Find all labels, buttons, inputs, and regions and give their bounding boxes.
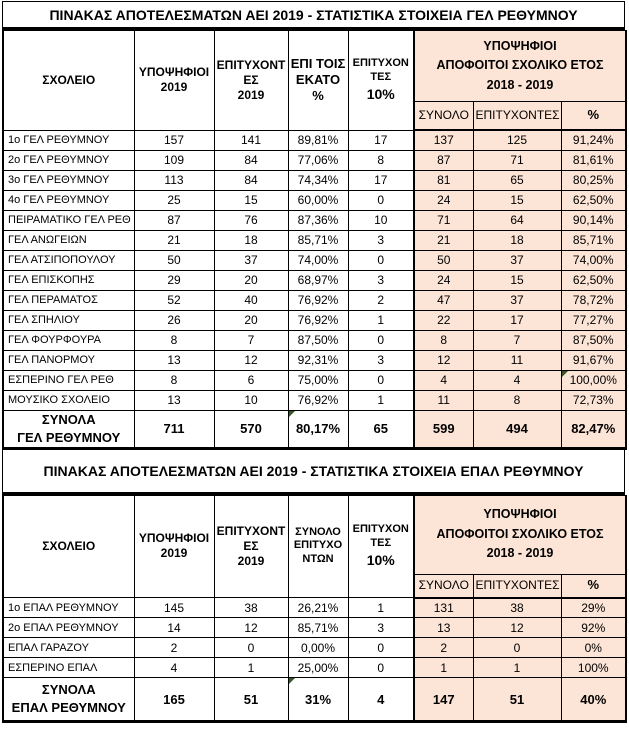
percent-cell[interactable]: 75,00% — [288, 370, 348, 390]
successful-10-header[interactable] — [348, 495, 414, 598]
successful-10-header[interactable] — [348, 31, 414, 131]
table-row — [3, 250, 626, 270]
table-row — [3, 390, 626, 410]
totals-candidates-cell[interactable]: 711 — [134, 410, 214, 448]
percent-cell[interactable]: 85,71% — [288, 230, 348, 250]
graduates-group-header[interactable] — [414, 495, 626, 574]
successful-header-line1: ΕΠΙΤΥΧΟΝΤΕΣ — [216, 523, 286, 553]
epal-totals-row — [3, 678, 626, 722]
grad-successful-cell[interactable]: 0 — [473, 638, 561, 658]
spreadsheet — [2, 1, 625, 723]
table-row — [3, 190, 626, 210]
totals-label-line1: ΣΥΝΟΛΑ — [41, 682, 96, 698]
error-indicator-triangle — [289, 411, 295, 417]
successful-10-cell[interactable]: 1 — [348, 390, 414, 410]
percent-cell[interactable]: 74,34% — [288, 170, 348, 190]
successful-10-cell[interactable]: 3 — [348, 230, 414, 250]
successful-header[interactable] — [214, 31, 288, 131]
totals-percent-cell[interactable]: 80,17% — [288, 410, 348, 448]
table-row — [3, 598, 626, 618]
totals-label-cell[interactable] — [3, 678, 134, 722]
percent-header[interactable]: ΕΠΙ ΤΟΙΣ ΕΚΑΤΟ % — [288, 31, 348, 131]
grad-total-cell[interactable]: 2 — [414, 638, 473, 658]
school-cell[interactable]: ΠΕΙΡΑΜΑΤΙΚΟ ΓΕΛ ΡΕΘ — [3, 210, 134, 230]
candidates-cell[interactable]: 13 — [134, 350, 214, 370]
school-cell[interactable]: 1ο ΓΕΛ ΡΕΘΥΜΝΟΥ — [3, 130, 134, 150]
successful-10-cell[interactable]: 3 — [348, 350, 414, 370]
table-row — [3, 350, 626, 370]
candidates-cell[interactable]: 145 — [134, 598, 214, 618]
table-row — [3, 170, 626, 190]
candidates-header-line2: 2019 — [160, 80, 188, 95]
grad-percent-cell[interactable]: 72,73% — [561, 390, 626, 410]
totals-grad-total-cell[interactable]: 147 — [414, 678, 473, 722]
totals-percent-cell[interactable]: 31% — [288, 678, 348, 722]
percent-cell[interactable]: 68,97% — [288, 270, 348, 290]
candidates-cell[interactable]: 109 — [134, 150, 214, 170]
candidates-cell[interactable]: 113 — [134, 170, 214, 190]
graduates-group-line1: ΥΠΟΨΗΦΙΟΙ — [483, 507, 557, 522]
grad-total-cell[interactable]: 71 — [414, 210, 473, 230]
successful-cell[interactable]: 37 — [214, 250, 288, 270]
grad-total-cell[interactable]: 24 — [414, 270, 473, 290]
school-cell[interactable]: ΓΕΛ ΕΠΙΣΚΟΠΗΣ — [3, 270, 134, 290]
grad-successful-cell[interactable]: 7 — [473, 330, 561, 350]
graduates-group-header[interactable] — [414, 31, 626, 102]
school-cell[interactable]: ΕΠΑΛ ΓΑΡΑΖΟΥ — [3, 638, 134, 658]
grad-total-cell[interactable]: 11 — [414, 390, 473, 410]
grad-successful-cell[interactable]: 64 — [473, 210, 561, 230]
total-successful-header[interactable]: ΣΥΝΟΛΟ ΕΠΙΤΥΧΟΝΤΩΝ — [288, 495, 348, 598]
error-indicator-triangle — [289, 678, 295, 684]
successful-10-header-value: 10% — [366, 552, 395, 569]
successful-cell[interactable]: 84 — [214, 150, 288, 170]
school-cell[interactable]: ΓΕΛ ΑΤΣΙΠΟΠΟΥΛΟΥ — [3, 250, 134, 270]
graduates-group-line1: ΥΠΟΨΗΦΙΟΙ — [483, 38, 557, 53]
table-row — [3, 290, 626, 310]
totals-label-line2: ΕΠΑΛ ΡΕΘΥΜΝΟΥ — [11, 700, 126, 715]
successful-header[interactable] — [214, 495, 288, 598]
successful-cell[interactable]: 10 — [214, 390, 288, 410]
grad-successful-cell[interactable]: 38 — [473, 598, 561, 618]
successful-10-cell[interactable]: 17 — [348, 170, 414, 190]
grad-successful-cell[interactable]: 125 — [473, 130, 561, 150]
school-cell[interactable]: 4ο ΓΕΛ ΡΕΘΥΜΝΟΥ — [3, 190, 134, 210]
successful-10-cell[interactable]: 1 — [348, 598, 414, 618]
grad-successful-cell[interactable]: 37 — [473, 250, 561, 270]
successful-10-header-value: 10% — [366, 86, 395, 103]
successful-10-cell[interactable]: 1 — [348, 310, 414, 330]
grad-percent-cell[interactable]: 87,50% — [561, 330, 626, 350]
successful-cell[interactable]: 15 — [214, 190, 288, 210]
table-row — [3, 330, 626, 350]
percent-cell[interactable]: 85,71% — [288, 618, 348, 638]
grad-percent-cell[interactable]: 77,27% — [561, 310, 626, 330]
grad-percent-cell[interactable]: 92% — [561, 618, 626, 638]
school-cell[interactable]: ΜΟΥΣΙΚΟ ΣΧΟΛΕΙΟ — [3, 390, 134, 410]
totals-successful-cell[interactable]: 570 — [214, 410, 288, 448]
grad-percent-cell[interactable]: 91,24% — [561, 130, 626, 150]
error-indicator-triangle — [562, 371, 568, 377]
school-cell[interactable]: 2ο ΕΠΑΛ ΡΕΘΥΜΝΟΥ — [3, 618, 134, 638]
totals-grad-total-cell[interactable]: 599 — [414, 410, 473, 448]
totals-successful-10-cell[interactable]: 4 — [348, 678, 414, 722]
grad-total-subheader[interactable]: ΣΥΝΟΛΟ — [414, 574, 473, 598]
grad-successful-cell[interactable]: 1 — [473, 658, 561, 678]
grad-total-cell[interactable]: 24 — [414, 190, 473, 210]
successful-cell[interactable]: 12 — [214, 350, 288, 370]
percent-cell[interactable]: 76,92% — [288, 290, 348, 310]
successful-10-header-label: ΕΠΙΤΥΧΟΝΤΕΣ — [352, 56, 409, 83]
candidates-cell[interactable]: 14 — [134, 618, 214, 638]
totals-label-line1: ΣΥΝΟΛΑ — [41, 411, 96, 427]
grad-percent-cell[interactable]: 100% — [561, 658, 626, 678]
grad-percent-cell[interactable]: 74,00% — [561, 250, 626, 270]
grad-successful-cell[interactable]: 15 — [473, 270, 561, 290]
grad-percent-cell[interactable]: 62,50% — [561, 270, 626, 290]
candidates-cell[interactable]: 50 — [134, 250, 214, 270]
grad-total-cell[interactable]: 4 — [414, 370, 473, 390]
candidates-cell[interactable]: 13 — [134, 390, 214, 410]
grad-successful-subheader[interactable]: ΕΠΙΤΥΧΟΝΤΕΣ — [473, 574, 561, 598]
school-cell[interactable]: ΓΕΛ ΠΕΡΑΜΑΤΟΣ — [3, 290, 134, 310]
graduates-group-line3: 2018 - 2019 — [486, 77, 554, 92]
gel-table-title[interactable]: ΠΙΝΑΚΑΣ ΑΠΟΤΕΛΕΣΜΑΤΩΝ ΑΕΙ 2019 - ΣΤΑΤΙΣΤΙΚΑ ΣΤΟΙΧΕΙΑ ΓΕΛ ΡΕΘΥΜΝΟΥ — [2, 1, 625, 30]
successful-10-cell[interactable]: 0 — [348, 190, 414, 210]
grad-percent-cell[interactable]: 78,72% — [561, 290, 626, 310]
grad-successful-cell[interactable]: 71 — [473, 150, 561, 170]
grad-total-cell[interactable]: 12 — [414, 350, 473, 370]
epal-table-body — [3, 598, 626, 678]
totals-grad-percent-cell[interactable]: 82,47% — [561, 410, 626, 448]
successful-cell[interactable]: 6 — [214, 370, 288, 390]
grad-percent-cell[interactable]: 81,61% — [561, 150, 626, 170]
school-cell[interactable]: ΕΣΠΕΡΙΝΟ ΓΕΛ ΡΕΘ — [3, 370, 134, 390]
grad-total-cell[interactable]: 137 — [414, 130, 473, 150]
successful-10-header-label: ΕΠΙΤΥΧΟΝΤΕΣ — [352, 522, 409, 549]
totals-candidates-cell[interactable]: 165 — [134, 678, 214, 722]
successful-cell[interactable]: 12 — [214, 618, 288, 638]
school-header[interactable]: ΣΧΟΛΕΙΟ — [3, 495, 134, 598]
candidates-cell[interactable]: 87 — [134, 210, 214, 230]
grad-percent-cell[interactable]: 85,71% — [561, 230, 626, 250]
totals-label-cell[interactable] — [3, 410, 134, 448]
totals-label-line2: ΓΕΛ ΡΕΘΥΜΝΟΥ — [17, 429, 121, 445]
table-row — [3, 618, 626, 638]
grad-percent-cell[interactable]: 62,50% — [561, 190, 626, 210]
school-cell[interactable]: ΓΕΛ ΣΠΗΛΙΟΥ — [3, 310, 134, 330]
percent-cell[interactable]: 92,31% — [288, 350, 348, 370]
table-row — [3, 638, 626, 658]
percent-cell[interactable]: 87,50% — [288, 330, 348, 350]
candidates-cell[interactable]: 25 — [134, 190, 214, 210]
epal-table-title[interactable]: ΠΙΝΑΚΑΣ ΑΠΟΤΕΛΕΣΜΑΤΩΝ ΑΕΙ 2019 - ΣΤΑΤΙΣΤΙΚΑ ΣΤΟΙΧΕΙΑ ΕΠΑΛ ΡΕΘΥΜΝΟΥ — [2, 450, 625, 495]
grad-total-cell[interactable]: 131 — [414, 598, 473, 618]
gel-totals-row — [3, 410, 626, 448]
successful-cell[interactable]: 0 — [214, 638, 288, 658]
successful-10-cell[interactable]: 0 — [348, 658, 414, 678]
candidates-header-line1: ΥΠΟΨΗΦΙΟΙ — [138, 531, 210, 546]
candidates-cell[interactable]: 4 — [134, 658, 214, 678]
percent-cell[interactable]: 77,06% — [288, 150, 348, 170]
percent-cell[interactable]: 26,21% — [288, 598, 348, 618]
gel-table-header — [3, 31, 626, 131]
epal-results-table — [2, 495, 627, 724]
school-cell[interactable]: ΓΕΛ ΦΟΥΡΦΟΥΡΑ — [3, 330, 134, 350]
grad-percent-subheader[interactable]: % — [561, 574, 626, 598]
grad-total-cell[interactable]: 13 — [414, 618, 473, 638]
successful-10-cell[interactable]: 0 — [348, 250, 414, 270]
grad-successful-cell[interactable]: 15 — [473, 190, 561, 210]
grad-percent-cell[interactable]: 90,14% — [561, 210, 626, 230]
percent-cell[interactable]: 76,92% — [288, 390, 348, 410]
successful-cell[interactable]: 76 — [214, 210, 288, 230]
table-row — [3, 130, 626, 150]
school-cell[interactable]: 3ο ΓΕΛ ΡΕΘΥΜΝΟΥ — [3, 170, 134, 190]
successful-10-cell[interactable]: 3 — [348, 618, 414, 638]
successful-cell[interactable]: 18 — [214, 230, 288, 250]
percent-cell[interactable]: 76,92% — [288, 310, 348, 330]
candidates-header-line1: ΥΠΟΨΗΦΙΟΙ — [138, 65, 210, 80]
grad-total-cell[interactable]: 50 — [414, 250, 473, 270]
grad-successful-subheader[interactable]: ΕΠΙΤΥΧΟΝΤΕΣ — [473, 102, 561, 131]
graduates-group-line2: ΑΠΟΦΟΙΤΟΙ ΣΧΟΛΙΚΟ ΕΤΟΣ — [436, 526, 604, 541]
candidates-cell[interactable]: 26 — [134, 310, 214, 330]
table-row — [3, 210, 626, 230]
grad-successful-cell[interactable]: 11 — [473, 350, 561, 370]
school-header[interactable]: ΣΧΟΛΕΙΟ — [3, 31, 134, 131]
school-cell[interactable]: 2ο ΓΕΛ ΡΕΘΥΜΝΟΥ — [3, 150, 134, 170]
percent-cell[interactable]: 0,00% — [288, 638, 348, 658]
candidates-cell[interactable]: 8 — [134, 330, 214, 350]
epal-table-header — [3, 495, 626, 598]
table-row — [3, 658, 626, 678]
successful-10-cell[interactable]: 17 — [348, 130, 414, 150]
candidates-header[interactable] — [134, 31, 214, 131]
totals-grad-successful-cell[interactable]: 51 — [473, 678, 561, 722]
grad-percent-cell[interactable]: 80,25% — [561, 170, 626, 190]
successful-cell[interactable]: 38 — [214, 598, 288, 618]
successful-cell[interactable]: 7 — [214, 330, 288, 350]
grad-total-subheader[interactable]: ΣΥΝΟΛΟ — [414, 102, 473, 131]
successful-cell[interactable]: 40 — [214, 290, 288, 310]
grad-successful-cell[interactable]: 12 — [473, 618, 561, 638]
candidates-cell[interactable]: 52 — [134, 290, 214, 310]
successful-header-line2: 2019 — [237, 553, 265, 568]
grad-successful-cell[interactable]: 8 — [473, 390, 561, 410]
grad-percent-cell[interactable]: 91,67% — [561, 350, 626, 370]
successful-10-cell[interactable]: 0 — [348, 638, 414, 658]
table-row — [3, 150, 626, 170]
graduates-group-line3: 2018 - 2019 — [486, 546, 554, 561]
grad-total-cell[interactable]: 81 — [414, 170, 473, 190]
successful-cell[interactable]: 141 — [214, 130, 288, 150]
grad-successful-cell[interactable]: 18 — [473, 230, 561, 250]
percent-cell[interactable]: 87,36% — [288, 210, 348, 230]
graduates-group-line2: ΑΠΟΦΟΙΤΟΙ ΣΧΟΛΙΚΟ ΕΤΟΣ — [436, 58, 604, 73]
totals-successful-10-cell[interactable]: 65 — [348, 410, 414, 448]
candidates-cell[interactable]: 2 — [134, 638, 214, 658]
successful-10-cell[interactable]: 0 — [348, 370, 414, 390]
candidates-cell[interactable]: 29 — [134, 270, 214, 290]
grad-total-cell[interactable]: 1 — [414, 658, 473, 678]
candidates-cell[interactable]: 8 — [134, 370, 214, 390]
grad-total-cell[interactable]: 22 — [414, 310, 473, 330]
table-row — [3, 370, 626, 390]
successful-header-line1: ΕΠΙΤΥΧΟΝΤΕΣ — [216, 57, 286, 87]
candidates-cell[interactable]: 157 — [134, 130, 214, 150]
grad-successful-cell[interactable]: 37 — [473, 290, 561, 310]
grad-total-cell[interactable]: 21 — [414, 230, 473, 250]
table-row — [3, 310, 626, 330]
grad-percent-cell[interactable]: 0% — [561, 638, 626, 658]
grad-total-cell[interactable]: 8 — [414, 330, 473, 350]
totals-grad-percent-cell[interactable]: 40% — [561, 678, 626, 722]
grad-percent-subheader[interactable]: % — [561, 102, 626, 131]
gel-table-body — [3, 130, 626, 410]
school-cell[interactable]: ΓΕΛ ΑΝΩΓΕΙΩΝ — [3, 230, 134, 250]
grad-percent-cell[interactable]: 29% — [561, 598, 626, 618]
grad-total-cell[interactable]: 47 — [414, 290, 473, 310]
successful-10-cell[interactable]: 10 — [348, 210, 414, 230]
grad-successful-cell[interactable]: 4 — [473, 370, 561, 390]
table-row — [3, 230, 626, 250]
successful-cell[interactable]: 84 — [214, 170, 288, 190]
school-cell[interactable]: ΓΕΛ ΠΑΝΟΡΜΟΥ — [3, 350, 134, 370]
grad-successful-cell[interactable]: 65 — [473, 170, 561, 190]
school-cell[interactable]: 1ο ΕΠΑΛ ΡΕΘΥΜΝΟΥ — [3, 598, 134, 618]
successful-cell[interactable]: 1 — [214, 658, 288, 678]
gel-results-table — [2, 30, 627, 450]
percent-cell[interactable]: 60,00% — [288, 190, 348, 210]
percent-cell[interactable]: 25,00% — [288, 658, 348, 678]
grad-successful-cell[interactable]: 17 — [473, 310, 561, 330]
table-row — [3, 270, 626, 290]
successful-10-cell[interactable]: 8 — [348, 150, 414, 170]
totals-grad-successful-cell[interactable]: 494 — [473, 410, 561, 448]
successful-header-line2: 2019 — [237, 87, 265, 102]
percent-cell[interactable]: 74,00% — [288, 250, 348, 270]
totals-successful-cell[interactable]: 51 — [214, 678, 288, 722]
successful-cell[interactable]: 20 — [214, 270, 288, 290]
percent-cell[interactable]: 89,81% — [288, 130, 348, 150]
school-cell[interactable]: ΕΣΠΕΡΙΝΟ ΕΠΑΛ — [3, 658, 134, 678]
candidates-header[interactable] — [134, 495, 214, 598]
grad-total-cell[interactable]: 87 — [414, 150, 473, 170]
candidates-cell[interactable]: 21 — [134, 230, 214, 250]
candidates-header-line2: 2019 — [160, 546, 188, 561]
successful-cell[interactable]: 20 — [214, 310, 288, 330]
successful-10-cell[interactable]: 0 — [348, 330, 414, 350]
successful-10-cell[interactable]: 3 — [348, 270, 414, 290]
grad-percent-cell[interactable]: 100,00% — [561, 370, 626, 390]
successful-10-cell[interactable]: 2 — [348, 290, 414, 310]
